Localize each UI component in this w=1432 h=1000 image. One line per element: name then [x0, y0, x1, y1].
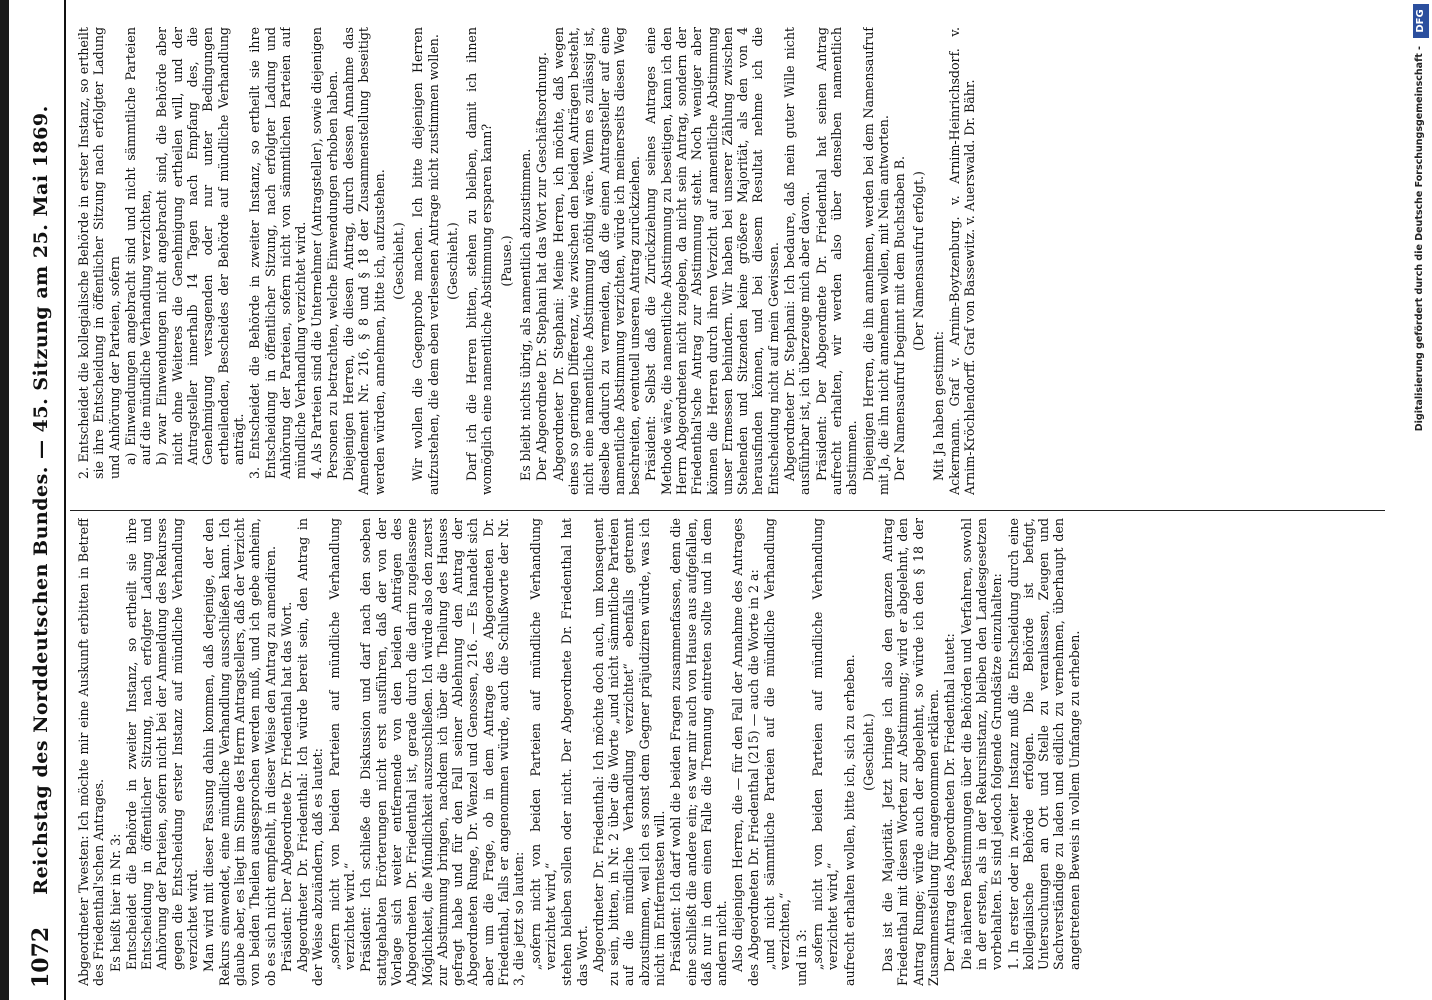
paragraph: und in 3: [793, 929, 809, 986]
header-rule [64, 0, 66, 1000]
paragraph: Abgeordneter Dr. Friedenthal: Ich möchte doch auch, um konsequent zu sein, bitten, in Nr. 2 über die Worte „und nicht sämmtliche Parteien auf die mündliche Verhandlung verzichtet“ ebenfalls getrennt abzustimmen, weil ich es sonst dem Gegner präjudiziren würde, was ich nicht im Entferntesten will. [590, 518, 667, 986]
paragraph: Die näheren Bestimmungen über die Behörden und Verfahren, sowohl in der ersten, als in der Rekursinstanz, bleiben den Landesgesetzen vorbehalten. Es sind jedoch folgende Grundsätze einzuhalten: [958, 518, 1005, 970]
paragraph: Das ist die Majorität. Jetzt bringe ich also den ganzen Antrag Friedenthal mit diesen Worten zur Abstimmung; wird er abgelehnt, den Antrag Runge; würde auch der abgelehnt, so würde ich den § 18 der Zusammenstellung für angenommen erklären. [880, 518, 942, 986]
paragraph: Präsident: Der Abgeordnete Dr. Friedenthal hat seinen Antrag aufrecht erhalten, wir werden also über denselben namentlich abstimmen. [813, 27, 860, 495]
running-title: Reichstag des Norddeutschen Bundes. — 45. Sitzung am 25. Mai 1869. [30, 105, 52, 895]
paragraph: Präsident: Selbst daß die Zurückziehung seines Antrages eine Methode wäre, die namentliche Abstimmung zu beseitigen, kann ich den Herrn Abgeordneten nicht zugeben, da nicht sein Antrag, sondern der Friedenthal'sche Antrag zur Abstimmung steht. Noch weniger aber können die Herren durch ihren Verzicht auf namentliche Abstimmung unser Ermessen behindern. Wir haben bei unserer Zählung zwischen Stehenden und Sitzenden keine größere Majorität, als den von 4 herausfinden können, und bei diesem Resultat nehme ich die Entscheidung nicht auf mein Gewissen. [643, 27, 781, 495]
paragraph: (Geschieht.) [860, 713, 876, 791]
page-header [28, 0, 68, 1000]
paragraph: Präsident: Der Abgeordnete Dr. Friedenthal hat das Wort. [278, 601, 294, 972]
document-page [20, 0, 1405, 1000]
page-number: 1072 [28, 926, 54, 988]
column-divider [70, 510, 1385, 511]
paragraph: (Geschieht.) [444, 222, 460, 300]
paragraph: Ackermann. Graf v. Arnim-Boytzenburg. v. Arnim-Heinrichsdorf. v. Arnim-Kröchlendorff. Graf von Bassewitz. v. Auerswald. Dr. Bähr. [947, 27, 978, 495]
dfg-credit [1411, 0, 1432, 1000]
paragraph: Der Abgeordnete Dr. Stephani hat das Wort zur Geschäftsordnung. [534, 52, 550, 481]
paragraph: (Pause.) [498, 235, 514, 287]
paragraph: Es heißt hier in Nr. 3: [107, 833, 123, 972]
paragraph: b) zwar Einwendungen nicht angebracht sind, die Behörde aber nicht ohne Weiteres die Genehmigung ertheilen will, und der Antragsteller innerhalb 14 Tagen nach Empfang des, die Genehmigung versagenden oder nur unter Bedingungen ertheilenden, Bescheides der Behörde auf mündliche Verhandlung anträgt. [154, 27, 246, 465]
paragraph: „und nicht sämmtliche Parteien auf die mündliche Verhandlung verzichten,“ [762, 518, 793, 970]
paragraph: 4. Als Parteien sind die Unternehmer (Antragsteller), sowie diejenigen Personen zu betrachten, welche Einwendungen erhoben haben. [309, 27, 340, 479]
paragraph: 2. Entscheidet die kollegialische Behörde in erster Instanz, so ertheilt sie ihre Entscheidung in öffentlicher Sitzung nach erfolgter Ladung und Anhörung der Parteien, sofern [76, 27, 122, 479]
right-column [76, 27, 1385, 495]
dfg-logo: DFG [1413, 4, 1429, 38]
scan-edge [0, 0, 9, 1000]
paragraph: Darf ich die Herren bitten, stehen zu bleiben, damit ich ihnen womöglich eine namentliche Abstimmung ersparen kann? [464, 27, 495, 495]
paragraph: a) Einwendungen angebracht sind und nicht sämmtliche Parteien auf die mündliche Verhandlung verzichten, [122, 27, 154, 465]
paragraph: Mit Ja haben gestimmt: [930, 330, 946, 481]
paragraph: Präsident: Ich schließe die Diskussion und darf nach den soeben stattgehabten Erörterungen nicht erst ausführen, daß der von der Vorlage sich weiter entfernende von den beiden Anträgen des Abgeordneten Dr. Friedenthal ist, gerade durch die darin zugelassene Möglichkeit, die Mündlichkeit auszuschließen. Ich würde also den zuerst zur Abstimmung bringen, nachdem ich über die Theilung des Hauses gefragt habe und für den Fall seiner Ablehnung den Antrag der Abgeordneten Runge, Dr. Wenzel und Genossen, 216. — Es handelt sich aber um die Frage, ob in dem Antrage des Abgeordneten Dr. Friedenthal, falls er angenommen würde, auch die Schlußworte der Nr. 3, die jetzt so lauten: [358, 518, 527, 986]
paragraph: Abgeordneter Dr. Friedenthal: Ich würde bereit sein, den Antrag in der Weise abzuändern, daß es lautet: [295, 518, 326, 986]
paragraph: Entscheidet die Behörde in zweiter Instanz, so ertheilt sie ihre Entscheidung in öffentlicher Sitzung, nach erfolgter Ladung und Anhörung der Parteien, sofern nicht bei der Anmeldung des Rekurses gegen die Entscheidung erster Instanz auf mündliche Verhandlung verzichtet wird. [123, 518, 201, 970]
paragraph: Es bleibt nichts übrig, als namentlich abzustimmen. [518, 148, 534, 481]
dfg-credit-text: Digitalisierung gefördert durch die Deutsche Forschungsgemeinschaft - [1414, 46, 1425, 432]
paragraph: Diejenigen Herren, die ihn annehmen, werden bei dem Namensaufruf mit Ja, die ihn nicht annehmen wollen, mit Nein antworten. [860, 27, 891, 495]
paragraph: Der Namensaufruf beginnt mit dem Buchstaben B. [892, 156, 908, 481]
paragraph: Diejenigen Herren, die diesen Antrag, durch dessen Annahme das Amendement Nr. 216, § 8 und § 18 der Zusammenstellung beseitigt werden würden, annehmen, bitte ich, aufzustehen. [341, 27, 387, 495]
paragraph: Präsident: Ich darf wohl die beiden Fragen zusammenfassen, denn die eine schließt die andere ein; es war mir auch von Hause aus aufgefallen, daß nur in dem einen Falle die Trennung eintreten sollte und in dem andern nicht. [668, 518, 730, 986]
paragraph: 3. Entscheidet die Behörde in zweiter Instanz, so ertheilt sie ihre Entscheidung in öffentlicher Sitzung, nach erfolgter Ladung und Anhörung der Parteien, sofern nicht von sämmtlichen Parteien auf mündliche Verhandlung verzichtet wird. [247, 27, 309, 479]
paragraph: (Der Namensaufruf erfolgt.) [911, 171, 927, 351]
paragraph: Abgeordneter Dr. Stephani: Meine Herren, ich möchte, daß wegen eines so geringen Differenz, wie zwischen den beiden Anträgen besteht, nicht eine namentliche Abstimmung nöthig wäre. Wenn es zulässig ist, dieselbe dadurch zu vermeiden, daß die einen Antragsteller auf eine namentliche Abstimmung verzichten, würde ich meinerseits diesen Weg beschreiten, eventuell unseren Antrag zurückziehen. [550, 27, 643, 495]
left-column [76, 518, 1385, 986]
paragraph: Also diejenigen Herren, die — für den Fall der Annahme des Antrages des Abgeordneten Dr. Friedenthal (215) — auch die Worte in 2 a: [730, 518, 761, 986]
paragraph: Der Antrag des Abgeordneten Dr. Friedenthal lautet: [942, 633, 958, 972]
paragraph: stehen bleiben sollen oder nicht. Der Abgeordnete Dr. Friedenthal hat das Wort. [559, 518, 590, 986]
paragraph: „sofern nicht von beiden Parteien auf mündliche Verhandlung verzichtet wird,“ [809, 518, 841, 970]
paragraph: „sofern nicht von beiden Parteien auf mündliche Verhandlung verzichtet wird,“ [527, 518, 558, 970]
paragraph: Abgeordneter Twesten: Ich möchte mir eine Auskunft erbitten in Betreff des Friedenthal'schen Antrages. [76, 518, 107, 986]
paragraph: Abgeordneter Dr. Stephani: Ich bedaure, daß mein guter Wille nicht ausführbar ist, ich überzeuge mich aber davon. [782, 27, 813, 495]
paragraph: (Geschieht.) [390, 222, 406, 300]
paragraph: Wir wollen die Gegenprobe machen. Ich bitte diejenigen Herren aufzustehen, die dem eben verlesenen Antrage nicht zustimmen wollen. [410, 27, 441, 495]
paragraph: aufrecht erhalten wollen, bitte ich, sich zu erheben. [841, 654, 857, 986]
paragraph: 1. In erster oder in zweiter Instanz muß die Entscheidung durch eine kollegialische Behörde erfolgen. Die Behörde ist befugt, Untersuchungen an Ort und Stelle zu veranlassen, Zeugen und Sachverständige zu laden und eidlich zu vernehmen, überhaupt den angetretenen Beweis in vollem Umfange zu erheben. [1005, 518, 1082, 970]
paragraph: „sofern nicht von beiden Parteien auf mündliche Verhandlung verzichtet wird.“ [326, 518, 358, 970]
paragraph: Man wird mit dieser Fassung dahin kommen, daß derjenige, der den Rekurs einwendet, eine mündliche Verhandlung ausschließen kann. Ich glaube aber, es liegt im Sinne des Herrn Antragstellers, daß der Verzicht von beiden Theilen ausgesprochen werden muß, und ich gebe anheim, ob es sich nicht empfiehlt, in dieser Weise den Antrag zu amendiren. [201, 518, 278, 986]
